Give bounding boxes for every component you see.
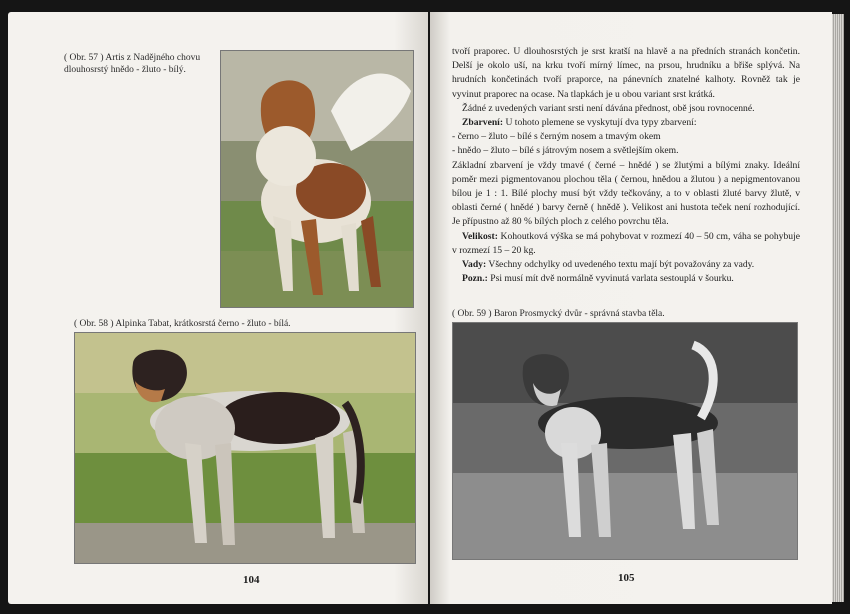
paragraph-base-color: Základní zbarvení je vždy tmavé ( černé – hnědé ) se žlutými a bílými znaky. Ideální poměr mezi pigmentovanou plochou těla ( černou, hnědou a žlutou ) a nepigmentovanou bílou je 1 : 1. Bílé plochy musí být vždy tečkovány, a to v oblasti žluté barvy žlutě, v oblasti černé ( hnědé ) barvy černě ( hnědě ). Velikost ani hustota teček není rozhodující. Je přípustno až 80 % bílých ploch z celého povrchu těla. (452, 159, 800, 228)
breed-standard-text (452, 45, 800, 286)
paragraph-size (452, 230, 800, 258)
label-vady: Vady: (462, 259, 487, 271)
right-page (430, 12, 832, 604)
page-number-left: 104 (243, 574, 260, 586)
text-pozn: Psi musí mít dvě normálně vyvinutá varlata sestouplá v šourku. (487, 273, 734, 285)
paragraph-color (452, 116, 800, 130)
text-zbarveni: U tohoto plemene se vyskytují dva typy zbarvení: (503, 117, 697, 129)
label-zbarveni: Zbarvení: (462, 117, 504, 129)
paragraph-variants: Žádné z uvedených variant srsti není dávána přednost, obě jsou rovnocenné. (462, 102, 755, 114)
paragraph-faults (452, 258, 800, 272)
text-vady: Všechny odchylky od uvedeného textu mají být považovány za vady. (486, 259, 755, 271)
page-number-right: 105 (618, 572, 635, 584)
label-velikost: Velikost: (462, 230, 498, 242)
caption-figure-58: ( Obr. 58 ) Alpinka Tabat, krátkosrstá černo - žluto - bílá. (74, 319, 291, 329)
photo-dog-artis (220, 50, 414, 308)
text-velikost: Kohoutková výška se má pohybovat v rozmezí 40 – 50 cm, váha se pohybuje v rozmezí 15 – 20 kg. (452, 230, 800, 256)
photo-dog-baron (452, 322, 798, 560)
photo-dog-alpinka (74, 332, 416, 564)
paragraph-note (452, 272, 800, 286)
color-type-2: - hnědo – žluto – bílé s játrovým nosem a světlejším okem. (452, 145, 679, 157)
paragraph-coat: tvoří praporec. U dlouhosrstých je srst kratší na hlavě a na předních stranách končetin. Delší je okolo uší, na krku tvoří mírný límec, na prsou, hrudníku a břiše splývá. Na hrudních končetinách tvoří praporce, na pánevních znatelné kalhoty. Rovněž tak je vyvinut praporec na ocase. Na tlapkách je u obou variant srst krátká. (452, 46, 800, 100)
page-edges (832, 14, 844, 602)
color-type-1: - černo – žluto – bílé s černým nosem a tmavým okem (452, 131, 661, 143)
caption-figure-59: ( Obr. 59 ) Baron Prosmycký dvůr - správná stavba těla. (452, 309, 665, 319)
label-pozn: Pozn.: (462, 273, 488, 285)
caption-figure-57: ( Obr. 57 ) Artis z Nadějného chovu dlouhosrstý hnědo - žluto - bílý. (64, 53, 201, 75)
left-page (8, 12, 428, 604)
